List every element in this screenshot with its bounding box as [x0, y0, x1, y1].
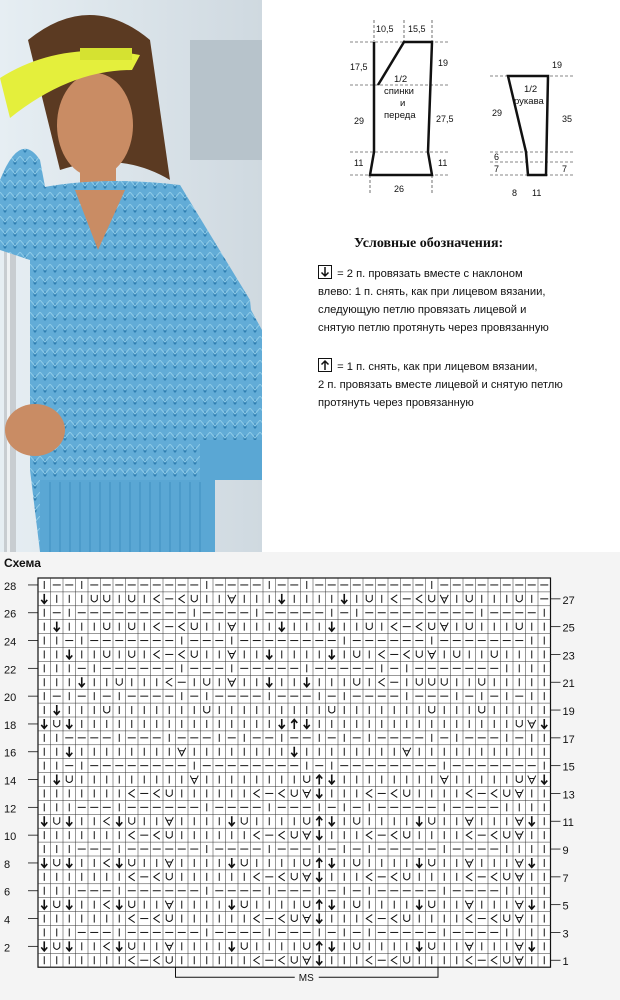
- row-number-right: 25: [562, 622, 575, 635]
- legend-item1-line4: снятую петлю протянуть через провязанную: [318, 322, 549, 334]
- legend-item-left-decrease: [318, 265, 549, 337]
- sleeve-dim-left: 29: [492, 108, 503, 118]
- dim-top-left: 10,5: [376, 24, 394, 34]
- row-number-left: 28: [4, 580, 17, 593]
- row-number-left: 8: [4, 858, 11, 871]
- row-number-right: 17: [562, 733, 575, 746]
- sleeve-dim-right-low: 7: [562, 164, 568, 174]
- row-number-right: 15: [562, 761, 575, 774]
- scheme-title: Схема: [4, 556, 41, 570]
- legend-item1-line2: влево: 1 п. снять, как при лицевом вязании,: [318, 286, 546, 298]
- body-label-3: и: [400, 98, 406, 109]
- dim-left-low: 11: [354, 158, 364, 168]
- row-number-right: 9: [562, 845, 569, 857]
- row-number-left: 22: [4, 664, 17, 677]
- dim-right-mid: 27,5: [436, 114, 454, 124]
- sleeve-dim-bottom-right: 11: [532, 188, 542, 198]
- legend-item2-line3: протянуть через провязанную: [318, 397, 474, 409]
- row-number-left: 16: [4, 747, 17, 760]
- dim-left-mid: 29: [354, 116, 365, 126]
- legend-item-double-decrease: [318, 358, 563, 412]
- legend-item1-line1: = 2 п. провязать вместе с наклоном: [337, 268, 523, 280]
- row-number-right: 11: [562, 817, 574, 830]
- row-number-right: 21: [562, 678, 575, 691]
- dim-right-low: 11: [438, 158, 448, 168]
- sleeve-dim-top-right: 19: [552, 60, 563, 70]
- row-number-right: 19: [562, 706, 575, 718]
- repeat-label: MS: [298, 973, 314, 985]
- row-number-left: 20: [4, 692, 17, 705]
- body-label-2: спинки: [384, 86, 414, 97]
- body-label-1: 1/2: [394, 74, 408, 85]
- row-number-left: 12: [4, 803, 17, 816]
- row-number-left: 4: [4, 914, 11, 927]
- dim-left-upper: 17,5: [350, 62, 368, 72]
- sleeve-dim-right-mid: 35: [562, 114, 573, 124]
- knitting-chart: [0, 570, 620, 1000]
- row-number-right: 5: [562, 900, 569, 913]
- legend-item2-line1: = 1 п. снять, как при лицевом вязании,: [337, 361, 538, 373]
- arrow-down-symbol-icon: [318, 265, 332, 279]
- legend-title: Условные обозначения:: [354, 236, 504, 251]
- sleeve-dim-bottom-left: 8: [512, 188, 518, 198]
- row-number-right: 7: [562, 872, 569, 885]
- row-number-right: 13: [562, 789, 575, 802]
- row-number-left: 24: [4, 636, 17, 649]
- dim-right-upper: 19: [438, 58, 449, 68]
- body-label-4: переда: [384, 110, 416, 121]
- sleeve-dim-b: 7: [494, 164, 500, 174]
- row-number-left: 26: [4, 608, 17, 621]
- row-number-right: 1: [562, 956, 569, 969]
- row-number-right: 23: [562, 650, 575, 663]
- sleeve-dim-a: 6: [494, 152, 500, 162]
- arrow-up-symbol-icon: [318, 358, 332, 372]
- sleeve-label-2: рукава: [514, 96, 544, 107]
- garment-schematic: [340, 10, 600, 210]
- dim-top-right: 15,5: [408, 24, 426, 34]
- legend-item1-line3: следующую петлю провязать лицевой и: [318, 304, 527, 316]
- row-number-left: 18: [4, 719, 17, 732]
- row-number-right: 3: [562, 928, 569, 941]
- row-number-right: 27: [562, 594, 575, 607]
- legend-item2-line2: 2 п. провязать вместе лицевой и снятую петлю: [318, 379, 563, 391]
- row-number-left: 2: [4, 942, 11, 955]
- row-number-left: 14: [4, 775, 17, 788]
- row-number-left: 10: [4, 831, 17, 844]
- sleeve-label-1: 1/2: [524, 84, 538, 95]
- model-photo: [0, 0, 262, 552]
- dim-bottom: 26: [394, 184, 405, 194]
- row-number-left: 6: [4, 886, 11, 899]
